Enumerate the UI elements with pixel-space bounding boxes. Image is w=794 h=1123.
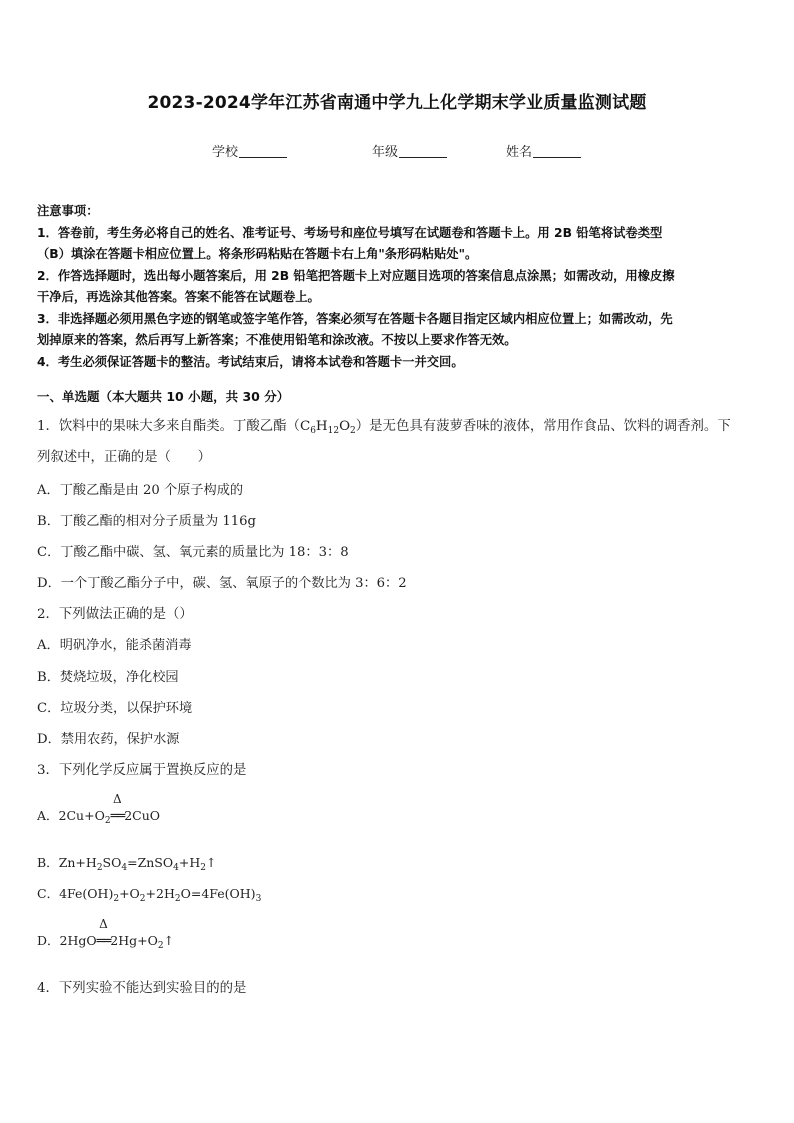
q1-sub: 6 xyxy=(310,426,316,436)
notes-line: （B）填涂在答题卡相应位置上。将条形码粘贴在答题卡右上角"条形码粘贴处"。 xyxy=(37,247,478,261)
q3-option-b[interactable] xyxy=(37,853,216,871)
option-label: D． xyxy=(37,933,60,948)
option-label: C． xyxy=(37,886,60,901)
q1-sub: 12 xyxy=(327,426,340,436)
equation-part: O=4Fe(OH) xyxy=(180,886,256,901)
option-label: B． xyxy=(37,855,59,870)
equation-sub: 2 xyxy=(113,894,120,904)
equation-sub: 4 xyxy=(173,863,179,873)
option-label: A． xyxy=(37,808,59,823)
equals-sign: ══ xyxy=(96,934,111,949)
heating-condition xyxy=(110,792,125,824)
page-title: 2023-2024学年江苏省南通中学九上化学期末学业质量监测试题 xyxy=(147,93,647,113)
q2-option-a[interactable]: A．明矾净水，能杀菌消毒 xyxy=(37,638,192,653)
equals-sign: ══ xyxy=(110,809,125,824)
q1-stem-part: O xyxy=(339,419,351,434)
notes-block xyxy=(37,201,759,373)
q1-option-c[interactable]: C．丁酸乙酯中碳、氢、氧元素的质量比为 18：3：8 xyxy=(37,545,349,560)
equation-sub: 2 xyxy=(139,894,146,904)
q2-option-c[interactable]: C．垃圾分类，以保护环境 xyxy=(37,701,193,716)
equation-part: Zn+H xyxy=(58,855,97,870)
equation-sub: 3 xyxy=(255,894,262,904)
equation-part: 2CuO xyxy=(124,808,161,823)
q1-option-d[interactable]: D．一个丁酸乙酯分子中，碳、氢、氧原子的个数比为 3：6：2 xyxy=(37,576,407,591)
equation-part: 2Hg+O xyxy=(110,933,158,948)
equation-part: =ZnSO xyxy=(127,855,174,870)
notes-heading: 注意事项： xyxy=(37,204,99,218)
school-field xyxy=(212,141,287,160)
q2-stem: 2．下列做法正确的是（） xyxy=(37,607,193,622)
grade-label: 年级 xyxy=(372,145,399,160)
q3-option-c[interactable] xyxy=(37,884,261,902)
name-blank[interactable] xyxy=(533,144,581,158)
name-label: 姓名 xyxy=(506,145,533,160)
notes-line: 干净后，再选涂其他答案。答案不能答在试题卷上。 xyxy=(37,290,320,304)
heating-condition xyxy=(96,917,111,949)
equation-sub: 2 xyxy=(96,863,103,873)
equation-sub: 2 xyxy=(104,816,111,826)
q4-stem: 4．下列实验不能达到实验目的的是 xyxy=(37,981,247,996)
q1-stem-part: H xyxy=(315,419,328,434)
equation-sub: 2 xyxy=(174,894,181,904)
q1-option-a[interactable]: A．丁酸乙酯是由 20 个原子构成的 xyxy=(37,483,244,498)
notes-line: 1．答卷前，考生务必将自己的姓名、准考证号、考场号和座位号填写在试题卷和答题卡上。用 2B 铅笔将试卷类型 xyxy=(37,225,663,240)
q2-option-b[interactable]: B．焚烧垃圾，净化校园 xyxy=(37,670,179,685)
q3-stem: 3．下列化学反应属于置换反应的是 xyxy=(37,763,247,778)
equation-part: +H xyxy=(178,855,201,870)
equation-sub: 2 xyxy=(200,863,206,873)
school-label: 学校 xyxy=(212,145,239,160)
name-field xyxy=(506,141,581,160)
equation-part: +O xyxy=(119,886,140,901)
equation-part: 2Cu+O xyxy=(58,808,105,823)
equation-part: +2H xyxy=(145,886,175,901)
q1-stem-part: ）是无色具有菠萝香味的液体，常用作食品、饮料的调香剂。下 xyxy=(355,419,731,434)
equation-part: SO xyxy=(102,855,122,870)
delta-symbol: Δ xyxy=(99,917,108,931)
grade-field xyxy=(372,141,447,160)
q1-stem xyxy=(37,415,731,434)
grade-blank[interactable] xyxy=(399,144,447,158)
q1-sub: 2 xyxy=(350,426,356,436)
notes-line: 划掉原来的答案，然后再写上新答案；不准使用铅笔和涂改液。不按以上要求作答无效。 xyxy=(37,333,517,347)
arrow-up: ↑ xyxy=(163,933,175,948)
arrow-up: ↑ xyxy=(205,855,217,870)
q2-option-d[interactable]: D．禁用农药，保护水源 xyxy=(37,732,180,747)
equation-part: 2HgO xyxy=(59,933,97,948)
q3-option-a[interactable] xyxy=(37,792,161,826)
notes-line: 2．作答选择题时，选出每小题答案后，用 2B 铅笔把答题卡上对应题目选项的答案信息点涂黑；如需改动，用橡皮擦 xyxy=(37,268,675,283)
q1-stem-part: 1．饮料中的果味大多来自酯类。丁酸乙酯（C xyxy=(37,419,311,434)
school-blank[interactable] xyxy=(239,144,287,158)
q3-option-d[interactable] xyxy=(37,917,175,951)
notes-line: 4．考生必须保证答题卡的整洁。考试结束后，请将本试卷和答题卡一并交回。 xyxy=(37,354,464,369)
notes-line: 3．非选择题必须用黑色字迹的钢笔或签字笔作答，答案必须写在答题卡各题目指定区域内相应位置上；如需改动，先 xyxy=(37,311,673,326)
equation-sub: 2 xyxy=(157,941,164,951)
equation-part: 4Fe(OH) xyxy=(59,886,114,901)
delta-symbol: Δ xyxy=(113,792,122,806)
equation-sub: 4 xyxy=(121,863,128,873)
q1-option-b[interactable]: B．丁酸乙酯的相对分子质量为 116g xyxy=(37,514,256,529)
q1-stem-line2: 列叙述中，正确的是（ ） xyxy=(37,450,212,465)
section-title: 一、单选题（本大题共 10 小题，共 30 分） xyxy=(37,389,290,404)
